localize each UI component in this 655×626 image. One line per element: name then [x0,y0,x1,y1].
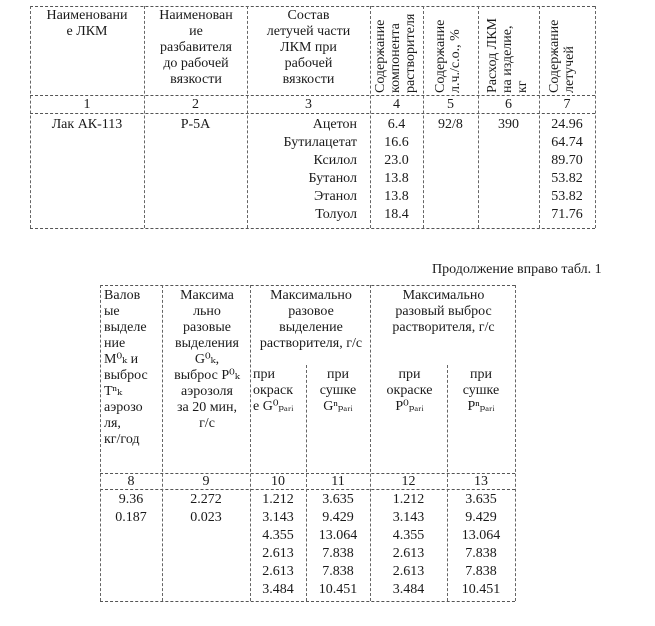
t1-volatile: 24.96 [551,117,583,132]
t1-header-composition: Состав летучей части ЛКМ при рабочей вязкости [266,8,351,87]
t2-cell: 4.355 [392,528,425,543]
t2-col-number: 12 [401,474,416,489]
t1-volatile: 53.82 [551,189,583,204]
t2-cell: 2.613 [392,564,425,579]
t2-cell: 1.212 [262,492,294,507]
t2-col-number: 11 [331,474,345,489]
t2-cell: 7.838 [465,546,497,561]
t1-col-number: 1 [83,97,91,112]
t2-cell: 7.838 [465,564,497,579]
t1-col-number: 7 [563,97,571,112]
t1-bottom-rule [30,228,595,229]
t1-volatile: 53.82 [551,171,583,186]
t1-ratio-value: 92/8 [438,117,463,132]
t2-divider [100,285,101,601]
t2-divider [515,285,516,601]
t1-component: Ксилол [313,153,357,168]
t2-col-number: 13 [474,474,488,489]
t2-cell: 3.143 [392,510,425,525]
t2-header-max-emission: Максима льно разовые выделения G⁰ₖ, выброс P⁰ₖ аэрозоля за 20 мин, г/с [174,288,240,431]
t1-component: Бутанол [308,171,357,186]
t1-thinner-value: Р-5А [180,117,211,132]
t1-col-number: 2 [192,97,199,112]
t1-col-number: 3 [305,97,312,112]
t2-cell: 2.613 [262,546,294,561]
t1-header-thinner-name: Наименован ие разбавителя до рабочей вязкости [159,8,233,87]
t1-consumption-value: 390 [498,117,519,132]
t1-component-content: 13.8 [384,189,409,204]
t1-volatile: 89.70 [551,153,583,168]
t2-cell: 3.143 [262,510,294,525]
t2-gross-emission-value: 0.187 [115,510,147,525]
t2-cell: 13.064 [318,528,358,543]
t2-header-drying-release: при сушке Gⁿₚₐᵣᵢ [319,367,357,414]
t2-header-painting-emission: при окраске P⁰ₚₐᵣᵢ [386,367,433,414]
t2-col-number: 9 [202,474,210,489]
t1-component: Бутилацетат [283,135,357,150]
t2-cell: 2.613 [262,564,294,579]
t1-col-number: 5 [447,97,454,112]
t2-cell: 9.429 [322,510,354,525]
t2-gross-emission-value: 9.36 [118,492,144,507]
t1-component-content: 18.4 [384,207,409,222]
t2-bottom-rule [100,601,515,602]
t2-max-emission-value: 0.023 [190,510,222,525]
t1-col-number: 4 [393,97,400,112]
t2-header-solvent-emission: Максимально разовый выброс растворителя, г/с [392,288,495,335]
t1-component-content: 6.4 [387,117,406,132]
t2-col-number: 10 [271,474,285,489]
t2-cell: 7.838 [322,564,354,579]
t1-component-content: 16.6 [384,135,409,150]
t2-max-emission-value: 2.272 [190,492,222,507]
t1-header-component-content: Содержание компонента растворителя [373,13,418,93]
t2-header-gross-emission: Валов ые выделе ние M⁰ₖ и выброс Tⁿₖ аэрозо ля, кг/год [104,288,148,447]
t1-component-content: 23.0 [384,153,409,168]
t2-header-solvent-release: Максимально разовое выделение растворителя, г/с [259,288,363,351]
t2-cell: 9.429 [465,510,497,525]
t1-lkm-value: Лак АК-113 [51,117,123,132]
t2-cell: 3.635 [465,492,497,507]
t2-cell: 13.064 [461,528,501,543]
t2-cell: 10.451 [318,582,358,597]
t2-divider [162,285,163,601]
t1-top-rule [30,6,595,7]
t2-cell: 3.484 [262,582,294,597]
t1-divider [595,6,596,228]
t1-col-number: 6 [505,97,512,112]
t2-cell: 3.635 [322,492,354,507]
t2-cell: 3.484 [392,582,425,597]
t2-col-number: 8 [127,474,135,489]
t1-header-rule [30,95,595,96]
t1-header-volatile-content: Содержание летучей [547,19,577,93]
t1-component: Ацетон [312,117,357,132]
t2-cell: 10.451 [461,582,501,597]
t1-header-lkm-name: Наименовани е ЛКМ [46,8,128,39]
t1-number-rule [30,113,595,114]
t1-component: Этанол [313,189,357,204]
t1-component-content: 13.8 [384,171,409,186]
t2-cell: 4.355 [262,528,294,543]
t1-header-ratio: Содержание л.ч./с.о., % [433,19,463,93]
t1-component: Толуол [315,207,357,222]
t1-header-consumption: Расход ЛКМ на изделие, кг [485,18,530,93]
t2-cell: 7.838 [322,546,354,561]
t2-cell: 2.613 [392,546,425,561]
t1-volatile: 64.74 [551,135,583,150]
t2-header-painting-release: при окраск е G⁰ₚₐᵣᵢ [253,367,294,414]
continuation-title: Продолжение вправо табл. 1 [432,262,602,277]
t1-volatile: 71.76 [551,207,583,222]
t2-header-drying-emission: при сушке Pⁿₚₐᵣᵢ [462,367,500,414]
t2-cell: 1.212 [392,492,425,507]
